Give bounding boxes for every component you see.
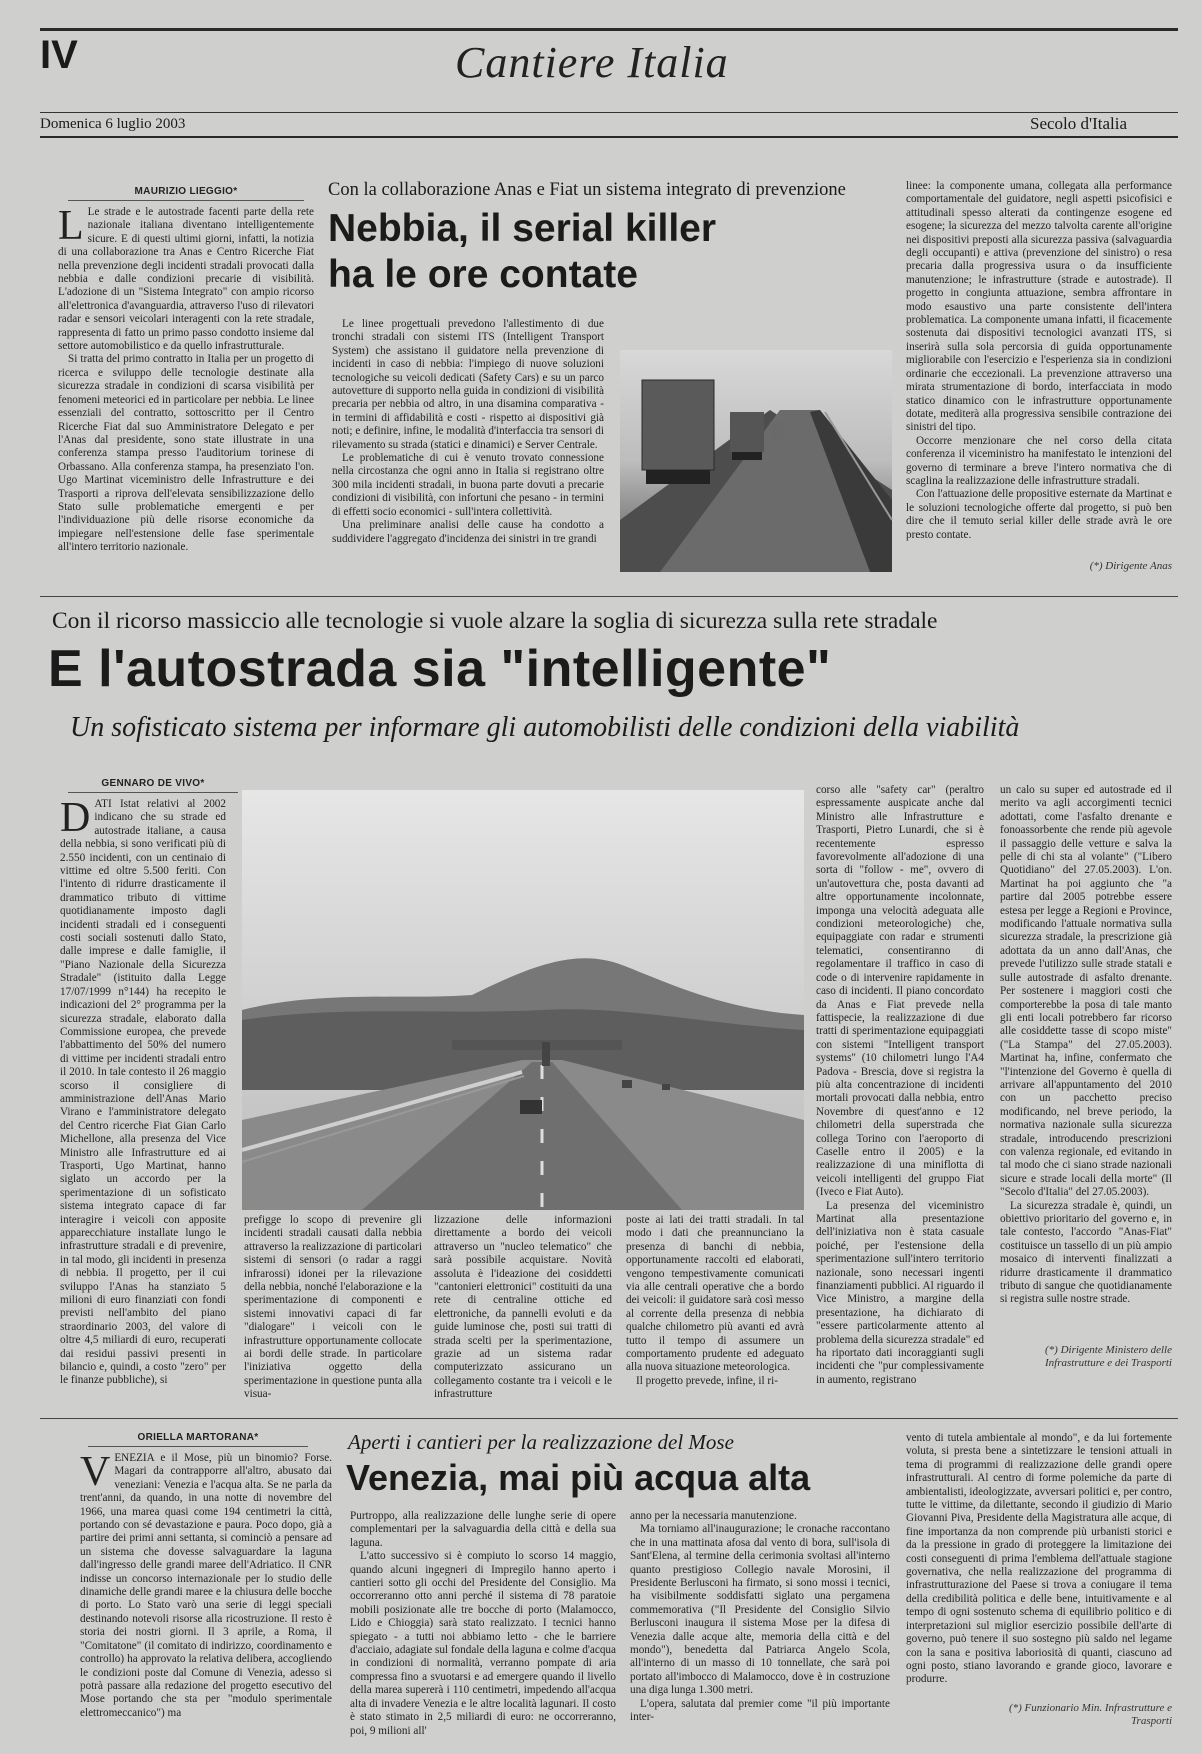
article2-col2-para-1: prefigge lo scopo di prevenire gli incidenti stradali causati dalla nebbia attraverso la realizzazione di particolari sistemi di sensori (o radar a raggi infrarossi) idonei per la rilevazione della nebbia, nonché l'elaborazione e la sperimentazione di componenti e sistemi innovativi capaci di far "dialogare" i veicoli con le infrastrutture opportunamente collocate ai bordi delle strade. In particolare l'iniziativa oggetto della sperimentazione in questione punta alla visua-: [244, 1214, 422, 1401]
article2-byline-rule: [68, 792, 238, 793]
article3-column-1: [80, 1449, 332, 1728]
article1-footnote: (*) Dirigente Anas: [1089, 560, 1172, 572]
drop-cap: D: [60, 795, 91, 841]
article3-byline: ORIELLA MARTORANA*: [137, 1432, 259, 1443]
masthead-top-rule: [40, 28, 1178, 31]
article2-column-2: [244, 1214, 422, 1401]
article3-col3-para-3: L'opera, salutata dal premier come "il più importante inter-: [630, 1697, 890, 1724]
article3-column-3: [630, 1510, 890, 1728]
article2-col4-para-2: Il progetto prevede, infine, il ri-: [636, 1374, 778, 1387]
article2-footnote: (*) Dirigente Ministero delle Infrastrutture e dei Trasporti: [1044, 1344, 1172, 1369]
article2-headline: E l'autostrada sia "intelligente": [48, 640, 832, 698]
article3-column-2: [350, 1510, 616, 1737]
article3-col3-para-2: Ma torniamo all'inaugurazione; le cronache raccontano che in una mattinata afosa dal vento di bora, sull'isola di Sant'Elena, al termine della cerimonia svoltasi all'interno quanto prestigioso Collegio navale Morosini, il Presidente Berlusconi ha firmato, si sono mossi i tecnici, ha visibilmente soddisfatti siglato una pergamena commemorativa ("Il Presidente del Consiglio Silvio Berlusconi inaugura il sistema Mose per la difesa di Venezia dalle acque alte, memoria della città e del mondo"), benedetta dal Patriarca Angelo Scola, all'interno di un masso di 10 tonnellate, che sarà poi portato all'imbocco di Malamocco, dove è in costruzione una diga lunga 1.300 metri.: [630, 1523, 890, 1697]
article2-col4-para-1: poste ai lati dei tratti stradali. In tal modo i dati che preannunciano la presenza di banchi di nebbia, opportunamente raccolti ed elaborati, vengono tempestivamente comunicati via alle centrali operative che a bordo dei veicoli: il guidatore sarà così messo al corrente della presenza di nebbia qualche chilometro più avanti ed avrà tutto il tempo di assumere un comportamento prudente ed adeguato alla nuova situazione meteorologica.: [626, 1214, 804, 1374]
article1-col3-para-3: Con l'attuazione delle propositive esternate da Martinat e le soluzioni tecnologiche offerte dal progetto, si può ben dire che il temuto serial killer delle strade avrà le ore presto contate.: [906, 488, 1172, 541]
article1-headline-line-1: Nebbia, il serial killer: [328, 207, 717, 250]
article2-byline: GENNARO DE VIVO*: [101, 778, 205, 789]
article2-kicker: Con il ricorso massiccio alle tecnologie si vuole alzare la soglia di sicurezza sulla rete stradale: [52, 608, 938, 634]
article1-col2-para-3: Una preliminare analisi delle cause ha condotto a suddividere l'aggregato d'incidenza dei sinistri in tre grandi: [332, 519, 604, 545]
article1-column-3: [906, 180, 1172, 570]
article1-column-2: [332, 318, 604, 570]
article2-col6-para-1: un calo su super ed autostrade ed il merito va agli accorgimenti tecnici adottati, come l'asfalto drenante e fonoassorbente che rende più agevole il passaggio delle vetture e salva la pelle di chi sta al volante" ("Libero Quotidiano" del 27.05.2003). L'on. Martinat ha poi aggiunto che "a partire dal 2005 potrebbe essere estesa per legge a Regioni e Province, modificando l'attuale normativa sulla sicurezza stradale, la prescrizione già adottata da un anno dall'Anas, che prevede l'utilizzo sulle strade statali e sulle autostrade di asfalto drenante. Per sostenere i maggiori costi che comporterebbe la posa di tale manto gli enti locali potrebbero far ricorso alle cosiddette tasse di scopo miste" ("La Stampa" del 27.05.2003). Martinat ha, infine, confermato che "l'intenzione del Governo è quella di arrivare all'appuntamento del 2010 con un pacchetto preciso modificando, nel breve periodo, la normativa nazionale sulla sicurezza stradale, introducendo prescrizioni con valenza regionale, ed evitando in tal modo che ci siano strade nazionali sicure e strade locali della morte" (Il "Secolo d'Italia" del 27.05.2003).: [1000, 784, 1172, 1199]
drop-cap: V: [80, 1449, 111, 1495]
article2-column-6: [1000, 784, 1172, 1344]
article1-photo-trucks-in-fog: [620, 350, 892, 572]
section-title: Cantiere Italia: [455, 38, 729, 87]
article1-col1-para-1: L Le strade e le autostrade facenti parte della rete nazionale italiana diventano intelligentemente sicure. E di questi ultimi giorni, infatti, la notizia di una collaborazione tra Anas e Centro Ricerche Fiat nella prevenzione degli incidenti stradali provocati dalla nebbia e dalle condizioni precarie di visibilità. L'adozione di un "Sistema Integrato" con ampio ricorso all'elettronica d'avanguardia, attraverso l'uso di rilevatori radar e sensori veicolari interagenti con la rete stradale, rappresenta di fatto un primo passo condotto insieme dal settore automobilistico e da quello infrastrutturale.: [58, 203, 314, 353]
article1-headline-line-2: ha le ore contate: [328, 253, 638, 296]
page-number: IV: [40, 33, 78, 77]
article2-column-5: [816, 784, 984, 1390]
article2-photo-highway: [242, 790, 804, 1210]
article1-col2-para-1: Le linee progettuali prevedono l'allestimento di due tronchi stradali con sistemi ITS (Intelligent Transport System) che assistano il guidatore nella prevenzione di incidenti in caso di nebbia: l'impiego di nuove soluzioni tecnologiche su veicoli dedicati (Safety Cars) e su un parco autovetture di supporto nella guida in condizioni di visibilità precaria per nebbia od altro, in una disamina comparativa - in termini di affidabilità e costi - rispetto ai dispositivi già noti; e definire, infine, le modalità d'interfaccia tra sensori di rilevamento su strada (statici e dinamici) e Server Centrale.: [332, 318, 604, 451]
article1-byline-rule: [68, 200, 304, 201]
article2-column-4: [626, 1214, 804, 1390]
article2-col1-para-1: DATI Istat relativi al 2002 indicano che su strade ed autostrade italiane, a causa della nebbia, si sono verificati più di 2.550 incidenti, con un centinaio di vittime ed oltre 5.500 feriti. Con l'intento di ridurre drasticamente il drammatico tributo di vittime quotidianamente imposto dagli incidenti stradali ed i conseguenti costi sociali sostenuti dallo Stato, dalle imprese e dalle famiglie, il "Piano Nazionale della Sicurezza Stradale" (istituito dalla Legge 17/07/1999 n°144) ha recepito le indicazioni del 2° programma per la sicurezza stradale, elaborato dalla Commissione europea, che prevede l'abbattimento del 50% del numero di vittime per incidenti stradali entro il 2010. In tale contesto il 26 maggio scorso il consigliere di amministrazione dell'Anas Mario Virano e l'amministratore delegato del Centro ricerche Fiat Gian Carlo Michellone, alla presenza del Vice Ministro alle Infrastrutture ed ai Trasporti, Ugo Martinat, hanno siglato un accordo per la sperimentazione di un sofisticato sistema integrato capace di far interagire i veicoli con apposite apparecchiature installate lungo le infrastrutture stradali e di prevenire, in tal modo, gli incidenti in presenza di nebbia. Il progetto, per il cui sviluppo l'Anas ha stanziato 5 milioni di euro finanziati con fondi previsti nell'ambito del piano straordinario 2003, del valore di oltre 4,5 miliardi di euro, recuperati dai residui passivi presenti in bilancio e, quindi, a costo "zero" per le finanze pubbliche), si: [60, 795, 226, 1387]
article3-col4-para-1: vento di tutela ambientale al mondo", e da lui fortemente voluta, si presta bene a sintetizzare le tensioni attuali in tema di programmi di realizzazione delle grandi opere infrastrutturali. Al centro di forme polemiche da parte di ambientalisti, ideologizzate, avversari politici e, per contro, tutte le vittime, da dilettante, secondo il giudizio di Mario Giovanni Piva, Presidente della Magistratura alle acque, di fine importanza da non comprende più urbanisti storici e da la pressione in grado di proteggere la limitazione dei costi conseguenti di prima l'emblema dell'attuale stagione governativa, che nella realizzazione del programma di infrastrutturazione del Paese si trova a coniugare il tema della credibilità politica e delle bene, intuitivamente e al tempo di ogni sostenuto schema di equilibrio politico e di interpretazioni sul miglior esercizio possibile dell'arte di governo, può tenere il suo sostegno più saldo nel legame con la sana e positiva laboriosità di quanti, ciascuno ad ogni posto, stiano lavorando e grande gioco, lavorare e produrre.: [906, 1432, 1172, 1686]
article2-subheadline: Un sofisticato sistema per informare gli automobilisti delle condizioni della viabilità: [70, 712, 1020, 743]
article1-byline: MAURIZIO LIEGGIO*: [134, 186, 238, 197]
article1-col2-para-2: Le problematiche di cui è venuto trovato connessione nella circostanza che ogni anno in Italia si registrano oltre 300 mila incidenti stradali, in buona parte dovuti a precarie condizioni di visibilità, con infortuni che pesano - in termini di effetti socio economici - sull'intera collettività.: [332, 452, 604, 518]
article3-col1-para-1: VENEZIA e il Mose, più un binomio? Forse. Magari da contrapporre all'altro, abusato dai veneziani: Venezia e l'acqua alta. Se ne parla da trent'anni, da quando, in una notte di novembre del 1966, una marea quasi come 194 centimetri la città, portando con sé devastazione e paura. Poco dopo, già a partire dei primi anni settanta, si cominciò a pensare ad un sistema che dovesse salvaguardare la laguna dall'ingresso delle grandi maree dell'Adriatico. Il CNR indisse un concorso internazionale per lo studio delle dinamiche delle grandi maree e la chiusura delle bocche di porto. Lo Stato varò una serie di leggi speciali destinando notevoli risorse alla ricostruzione. Il resto è storia dei nostri giorni. Il 3 aprile, a Roma, il "Comitatone" (il comitato di indirizzo, coordinamento e controllo) ha approvato la relativa delibera, accogliendo le condizioni poste dal Comune di Venezia, adesso si potrà passare alla redazione del progetto esecutivo del Mose portando che sta per "modulo sperimentale elettromeccanico") ma: [80, 1449, 332, 1719]
article2-col5-para-2: La presenza del viceministro Martinat alla presentazione dell'iniziativa non è stata casuale poiché, per l'estensione della sperimentazione sull'intero territorio nazionale, sono necessari ingenti finanziamenti pubblici. Al riguardo il Vice Ministro, a margine della presentazione, ha dichiarato di "essere particolarmente attento al problema della sicurezza stradale" ed ha riportato dati incoraggianti sugli incidenti che "pur complessivamente in aumento, registrano: [816, 1199, 984, 1386]
article2-column-1: [60, 795, 226, 1390]
article1-col1-para-2: Si tratta del primo contratto in Italia per un progetto di ricerca e sviluppo delle tecnologie destinate alla sicurezza stradale in condizioni di scarsa visibilità per fenomeni meteorici ed in particolare per nebbia. Le linee essenziali del contratto, sottoscritto per il Centro Ricerche Fiat dal suo Amministratore Delegato e per l'Anas dal presidente, sono state illustrate in una conferenza stampa presso l'auditorium torinese di Orbassano. Alla conferenza stampa, ha presenziato l'on. Ugo Martinat viceministro delle Infrastrutture e dei Trasporti a riprova dell'elevata sensibilizzazione dello Stato sulle problematiche emergenti e per l'individuazione più delle risorse economiche da impiegare nell'estensione delle fase sperimentale all'intero territorio nazionale.: [58, 353, 314, 554]
drop-cap: L: [58, 203, 84, 249]
article1-col3-para-2: Occorre menzionare che nel corso della citata conferenza il viceministro ha manifestato le intenzioni del governo di terminare a breve l'intero normativa che di scaglina la realizzazione delle infrastrutture stradali.: [906, 434, 1172, 487]
newspaper-name: Secolo d'Italia: [1030, 114, 1128, 133]
article2-col5-para-1: corso alle "safety car" (peraltro espressamente auspicate anche dal Ministro alle Infrastrutture e Trasporti, Pietro Lunardi, che si è recentemente espresso favorevolmente all'adozione di una sorta di "follow - me", ovvero di un'autovettura che, posta davanti ad altre opportunamente incolonnate, imponga una velocità adeguata alle condizioni meteorologiche) che, equipaggiate con radar e strumenti telematici, consentiranno di regolamentare il traffico in caso di code o di intervenire rapidamente in caso di incidenti. Il piano concordato da Anas e Fiat prevede nella fattispecie, la realizzazione di due tratti di sperimentazione equipaggiati con sistemi "Intelligent transport systems" (10 chilometri lungo l'A4 Padova - Brescia, dove si registra la più alta concentrazione di incidenti mortali provocati dalla nebbia, entro Novembre di quest'anno e 12 chilometri della superstrada che collega Torino con l'aeroporto di Caselle entro il 2005) e la realizzazione di una miniflotta di veicoli intelligenti del gruppo Fiat (Iveco e Fiat Auto).: [816, 784, 984, 1199]
article1-kicker: Con la collaborazione Anas e Fiat un sistema integrato di prevenzione: [328, 180, 846, 200]
article3-headline: Venezia, mai più acqua alta: [346, 1457, 811, 1498]
article3-column-4: [906, 1432, 1172, 1700]
article3-col2-para-1: Purtroppo, alla realizzazione delle lunghe serie di opere complementari per la salvaguardia della città e della sua laguna.: [350, 1510, 616, 1549]
article3-col3-para-1: anno per la necessaria manutenzione.: [630, 1510, 797, 1522]
article3-byline-rule: [88, 1446, 308, 1447]
section-divider-1: [40, 596, 1178, 597]
section-divider-2: [40, 1418, 1178, 1419]
issue-date: Domenica 6 luglio 2003: [40, 116, 186, 132]
masthead-bottom-rule: [40, 136, 1178, 138]
masthead-mid-rule: [40, 112, 1178, 113]
article2-col6-para-2: La sicurezza stradale è, quindi, un obiettivo prioritario del governo e, in tale contesto, l'accordo "Anas-Fiat" costituisce un tassello di un più ampio mosaico di interventi finalizzati a ridurre drasticamente il drammatico tributo di sangue che quotidianamente si registra sulle nostre strade.: [1000, 1199, 1172, 1306]
article1-column-1: [58, 203, 314, 566]
article2-column-3: [434, 1214, 612, 1401]
article1-col3-para-1: linee: la componente umana, collegata alla performance comportamentale del guidatore, negli aspetti psicofisici e attitudinali spesso alterati da contingenze esogene ed esogene; la sicurezza del mezzo talvolta carente all'origine nei dispositivi preposti alla sicurezza passiva (salvaguardia degli occupanti) e attiva (prevenzione del sinistro) o resa precaria dalla progressiva usura o da insufficiente manutenzione; le infrastrutture (strade e autostrade). Il progetto in congiunta attuazione, sembra affrontare in modo esaustivo una parte consistente dell'intera problematica. La componente umana infatti, il ficacemente sostenuta dai dispositivi tecnologici avanzati ITS, si inserirà sulla sola percorsia di guida opportunamente migliorabile con l'esercizio e l'esperienza sia in condizioni ordinarie che eccezionali. La prevenzione attraverso una mirata strumentazione di bordo, interfacciata in modo statico dinamico con le infrastrutture opportunamente dotate, mediterà alla progressiva sensibile contrazione dei sinistri del tipo.: [906, 180, 1172, 434]
article3-footnote: (*) Funzionario Min. Infrastrutture e Trasporti: [1008, 1702, 1172, 1727]
article3-col2-para-2: L'atto successivo si è compiuto lo scorso 14 maggio, quando alcuni ingegneri di Impregilo hanno aperto i cantieri sotto gli occhi del Presidente del Consiglio. Ma occorreranno otto anni perché il sistema di 78 paratoie mobili posizionate alle tre bocche di porto (Malamocco, Lido e Chioggia) sarà stato realizzato. I tecnici hanno spiegato - a tutti noi abbiamo letto - che le barriere d'acciaio, adagiate sul fondale della laguna e colme d'acqua in condizioni di normalità, verranno pompate di aria compressa fino a svuotarsi e ad emergere quando il livello della marea supererà i 110 centimetri, impedendo all'acqua alta di invadere Venezia e le altre località lagunari. Il costo è stato stimato in 2,5 miliardi di euro: ne occorreranno, poi, 9 milioni all': [350, 1550, 616, 1737]
article2-col3-para-1: lizzazione delle informazioni direttamente a bordo dei veicoli attraverso un "nucleo telematico" che sarà possibile acquistare. Novità assoluta è l'ideazione dei cosiddetti "cantonieri elettronici" costituiti da una rete di centraline ottiche ed elettroniche, da pannelli evoluti e da guide luminose che, posti sui tratti di strada scelti per la sperimentazione, grazie ad un sistema radar computerizzato assicurano un collegamento costante tra i veicoli e le infrastrutture: [434, 1214, 612, 1401]
article3-kicker: Aperti i cantieri per la realizzazione del Mose: [348, 1430, 734, 1454]
